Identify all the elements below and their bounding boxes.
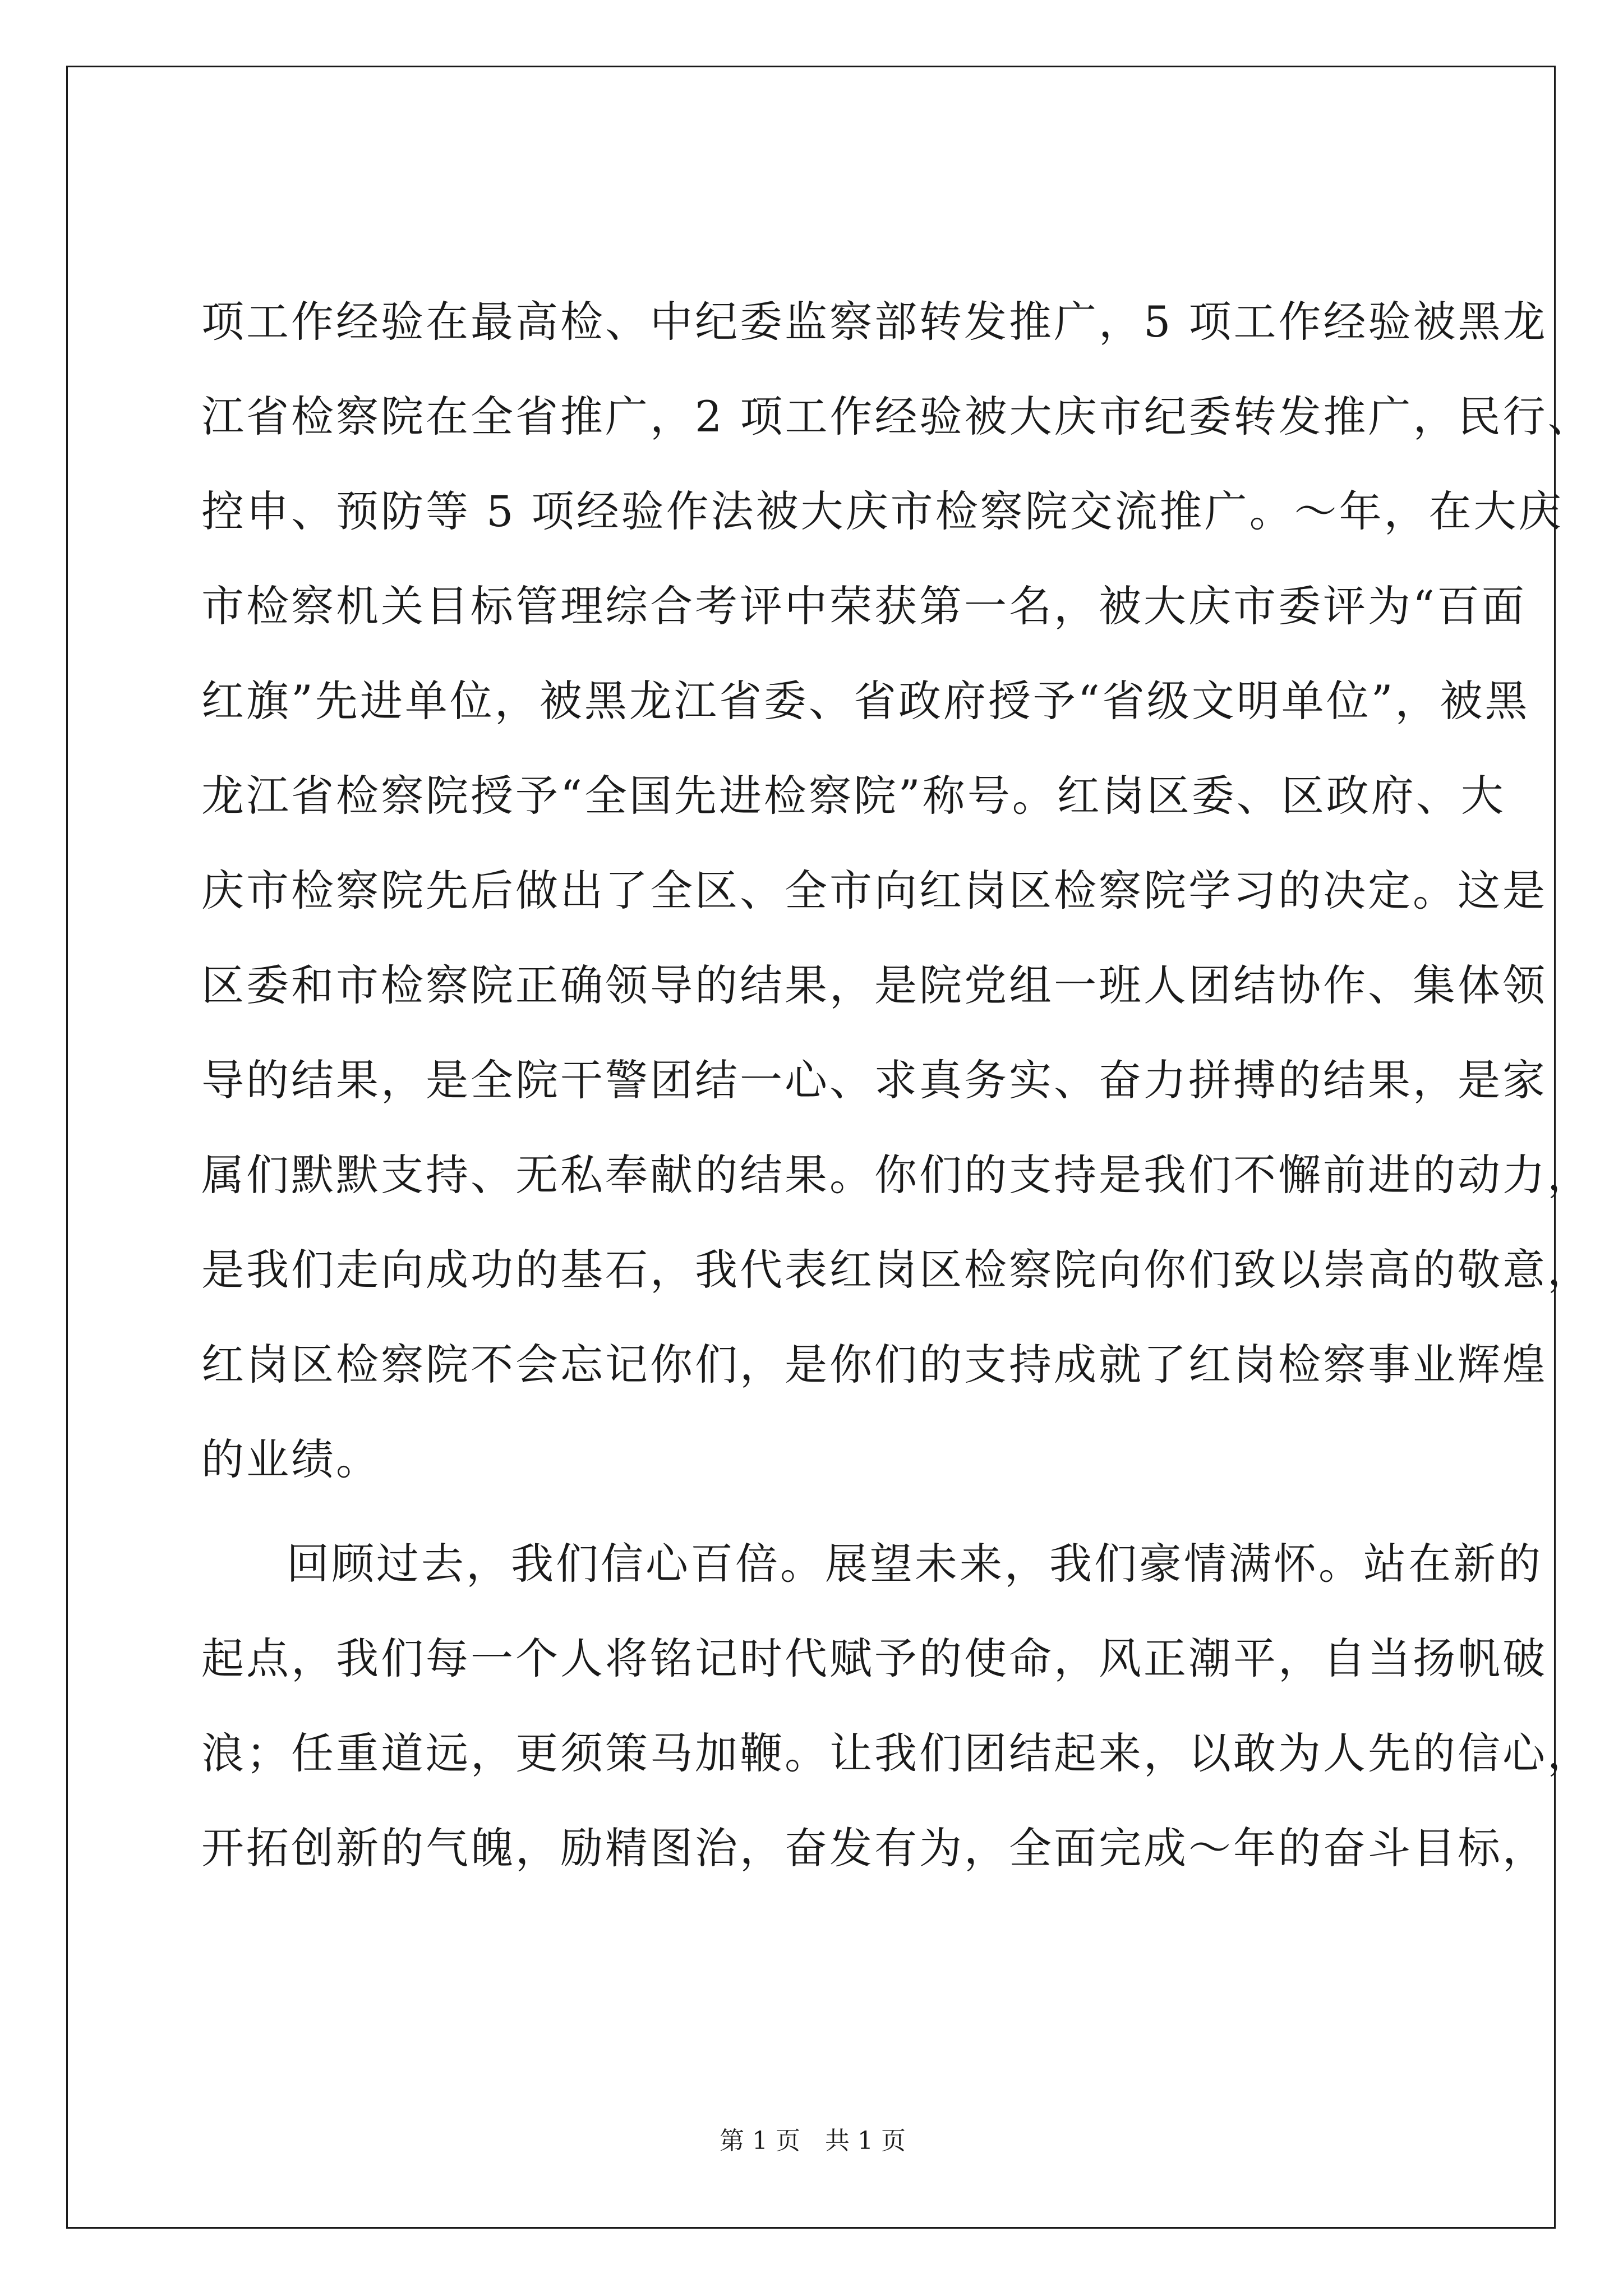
page-total: 共 1 页 (825, 2127, 906, 2155)
paragraph-first-line: 回顾过去，我们信心百倍。展望未来，我们豪情满怀。站在新的 (287, 1539, 1543, 1589)
text-line: 属们默默支持、无私奉献的结果。你们的支持是我们不懈前进的动力， (201, 1150, 1592, 1200)
text-line: 导的结果，是全院干警团结一心、求真务实、奋力拼搏的结果，是家 (201, 1055, 1547, 1105)
text-line: 项工作经验在最高检、中纪委监察部转发推广，5 项工作经验被黑龙 (201, 297, 1548, 347)
text-line: 红岗区检察院不会忘记你们，是你们的支持成就了红岗检察事业辉煌 (201, 1340, 1547, 1389)
text-line: 龙江省检察院授予“全国先进检察院”称号。红岗区委、区政府、大 (201, 771, 1506, 821)
text-line: 开拓创新的气魄，励精图治，奋发有为，全面完成～年的奋斗目标， (201, 1823, 1547, 1873)
page-frame (66, 66, 1593, 2229)
text-line: 红旗”先进单位，被黑龙江省委、省政府授予“省级文明单位”，被黑 (201, 676, 1530, 726)
text-line: 浪；任重道远，更须策马加鞭。让我们团结起来，以敢为人先的信心， (201, 1728, 1592, 1778)
text-line: 区委和市检察院正确领导的结果，是院党组一班人团结协作、集体领 (201, 960, 1547, 1010)
text-line: 庆市检察院先后做出了全区、全市向红岗区检察院学习的决定。这是 (201, 866, 1547, 915)
page-number: 第 1 页 (720, 2127, 800, 2155)
page-footer (68, 2120, 1557, 2156)
text-line: 市检察机关目标管理综合考评中荣获第一名，被大庆市委评为“百面 (201, 581, 1527, 631)
text-line: 起点，我们每一个人将铭记时代赋予的使命，风正潮平，自当扬帆破 (201, 1634, 1547, 1683)
text-line: 的业绩。 (201, 1434, 381, 1484)
text-line: 江省检察院在全省推广，2 项工作经验被大庆市纪委转发推广，民行、 (201, 392, 1593, 441)
text-line: 控申、预防等 5 项经验作法被大庆市检察院交流推广。～年，在大庆 (201, 486, 1564, 536)
text-line: 是我们走向成功的基石，我代表红岗区检察院向你们致以崇高的敬意， (201, 1245, 1592, 1295)
